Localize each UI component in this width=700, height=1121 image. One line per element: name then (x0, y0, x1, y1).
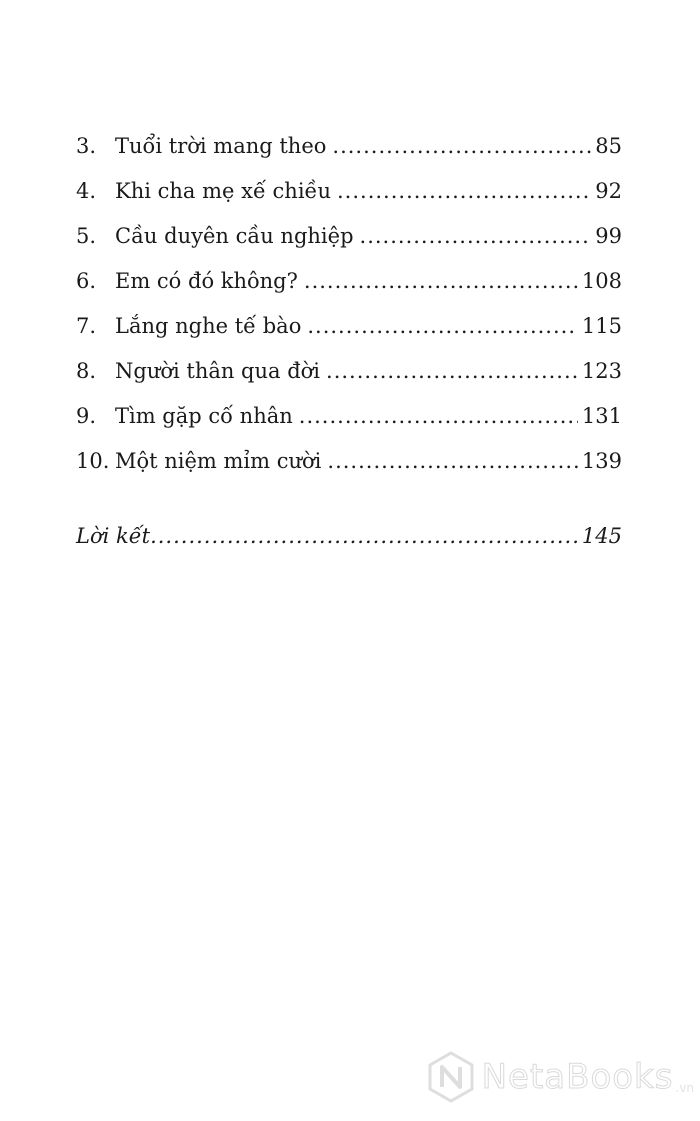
toc-title: Lắng nghe tế bào (115, 314, 302, 338)
toc-entry (76, 394, 622, 439)
toc-number: 4. (76, 179, 97, 203)
toc-page-number: 85 (595, 134, 622, 158)
toc-number: 5. (76, 224, 97, 248)
toc-page-number: 92 (595, 179, 622, 203)
toc-title: Khi cha mẹ xế chiều (115, 179, 331, 203)
toc-title: Người thân qua đời (115, 359, 321, 383)
toc-leader (327, 439, 578, 484)
watermark-brand: NetaBooks (481, 1057, 674, 1097)
toc-number: 6. (76, 269, 97, 293)
toc-page-number: 131 (581, 404, 622, 428)
toc-title: Em có đó không? (115, 269, 298, 293)
toc-number: 8. (76, 359, 97, 383)
table-of-contents (76, 124, 622, 484)
toc-leader (332, 124, 591, 169)
toc-entry (76, 124, 622, 169)
toc-entry (76, 349, 622, 394)
toc-leader (326, 349, 578, 394)
netabooks-logo-icon (428, 1051, 474, 1103)
toc-page-number: 115 (581, 314, 622, 338)
toc-leader (307, 304, 578, 349)
toc-number: 3. (76, 134, 97, 158)
toc-number: 7. (76, 314, 97, 338)
toc-entry (76, 439, 622, 484)
toc-entry (76, 304, 622, 349)
toc-leader (360, 214, 592, 259)
watermark-suffix: .vn (675, 1081, 694, 1095)
watermark (428, 1051, 694, 1103)
toc-title: Cầu duyên cầu nghiệp (115, 224, 354, 248)
toc-page-number: 108 (581, 269, 622, 293)
toc-entry (76, 214, 622, 259)
toc-page-number: 99 (595, 224, 622, 248)
toc-entry (76, 259, 622, 304)
toc-leader (337, 169, 591, 214)
toc-title: Tìm gặp cố nhân (115, 404, 293, 428)
toc-page-number: 123 (581, 359, 622, 383)
toc-number: 9. (76, 404, 97, 428)
toc-title: Tuổi trời mang theo (115, 134, 327, 158)
toc-leader (150, 514, 578, 559)
toc-epilogue-entry (76, 514, 622, 559)
toc-epilogue-page-number: 145 (581, 524, 622, 548)
toc-epilogue-title: Lời kết (76, 524, 151, 548)
toc-entry (76, 169, 622, 214)
toc-leader (299, 394, 578, 439)
toc-number: 10. (76, 449, 110, 473)
toc-leader (304, 259, 578, 304)
toc-page-number: 139 (581, 449, 622, 473)
toc-title: Một niệm mỉm cười (115, 449, 322, 473)
